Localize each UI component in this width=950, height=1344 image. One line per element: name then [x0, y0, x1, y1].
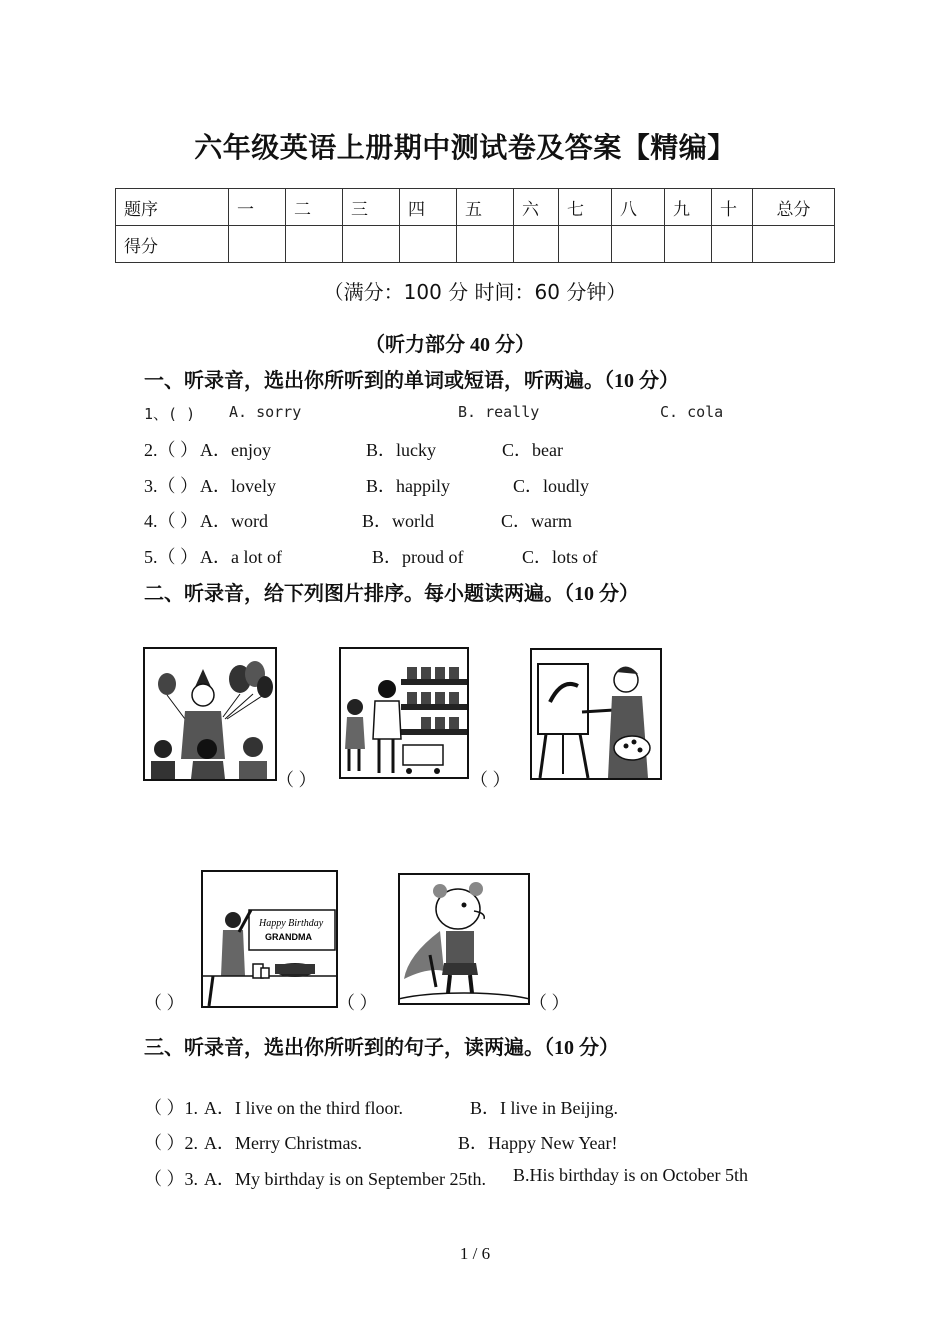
header-cell: 五 [457, 189, 514, 226]
score-cell[interactable] [712, 226, 753, 263]
answer-bracket-1[interactable]: （ ） [276, 770, 317, 790]
banner-line-2: GRANDMA [265, 932, 312, 942]
header-cell: 题序 [116, 189, 229, 226]
picture-painting [530, 648, 662, 780]
q5-option-c: C．lots of [522, 547, 598, 567]
q4-option-b: B．world [362, 511, 434, 531]
picture-cartoon-hero [398, 873, 530, 1005]
answer-bracket-5[interactable]: （ ） [529, 993, 570, 1013]
score-cell[interactable] [286, 226, 343, 263]
header-cell: 九 [665, 189, 712, 226]
section3-heading: 三、听录音，选出你所听到的句子，读两遍。（10 分） [144, 1037, 619, 1059]
q2-option-b: B．lucky [366, 440, 436, 460]
answer-bracket-2[interactable]: （ ） [470, 770, 511, 790]
q3-option-b: B．happily [366, 476, 450, 496]
s3-q1-number: （ ）1. [144, 1098, 198, 1118]
score-cell[interactable] [343, 226, 400, 263]
score-cell[interactable] [665, 226, 712, 263]
s3-q3-option-b: B.His birthday is on October 5th [513, 1165, 748, 1185]
cartoon-hero-illustration [400, 875, 528, 1003]
score-cell[interactable] [753, 226, 835, 263]
q3-option-a: A．lovely [200, 476, 276, 496]
score-cell[interactable] [514, 226, 559, 263]
q1-option-a: A. sorry [229, 403, 302, 421]
score-cell[interactable] [400, 226, 457, 263]
header-cell: 六 [514, 189, 559, 226]
q5-option-b: B．proud of [372, 547, 464, 567]
answer-bracket-4[interactable]: （ ） [337, 993, 378, 1013]
q1-option-c: C. cola [660, 403, 724, 421]
score-cell[interactable] [559, 226, 612, 263]
q5-option-a: A．a lot of [200, 547, 282, 567]
header-cell: 八 [612, 189, 665, 226]
q5-number: 5.（ ） [144, 547, 198, 567]
picture-party-balloons [143, 647, 277, 781]
s3-q1-option-a: A．I live on the third floor. [204, 1098, 403, 1118]
s3-q1-option-b: B．I live in Beijing. [470, 1098, 618, 1118]
header-cell: 十 [712, 189, 753, 226]
q4-option-a: A．word [200, 511, 268, 531]
header-cell: 总分 [753, 189, 835, 226]
score-cell[interactable] [457, 226, 514, 263]
s3-q2-number: （ ）2. [144, 1133, 198, 1153]
section2-heading: 二、听录音，给下列图片排序。每小题读两遍。（10 分） [144, 583, 639, 605]
birthday-illustration [203, 872, 336, 1006]
score-table-header-row [116, 189, 835, 226]
picture-birthday [201, 870, 338, 1008]
row-label-cell: 得分 [116, 226, 229, 263]
header-cell: 七 [559, 189, 612, 226]
page-title: 六年级英语上册期中测试卷及答案【精编】 [194, 131, 736, 164]
s3-q3-number: （ ）3. [144, 1169, 198, 1189]
q2-option-a: A．enjoy [200, 440, 271, 460]
shopping-illustration [341, 649, 467, 777]
header-cell: 四 [400, 189, 457, 226]
answer-bracket-3[interactable]: （ ） [144, 993, 185, 1013]
header-cell: 一 [229, 189, 286, 226]
party-balloons-illustration [145, 649, 275, 779]
q4-option-c: C．warm [501, 511, 572, 531]
painting-illustration [532, 650, 660, 778]
score-table [115, 188, 835, 263]
q2-option-c: C．bear [502, 440, 563, 460]
page-number: 1 / 6 [459, 1244, 491, 1263]
score-cell[interactable] [612, 226, 665, 263]
q3-number: 3.（ ） [144, 476, 198, 496]
exam-meta: （满分：100 分 时间：60 分钟） [323, 280, 627, 304]
q1-number: 1、( ) [144, 405, 196, 423]
score-table-score-row [116, 226, 835, 263]
listening-heading: （听力部分 40 分） [365, 334, 535, 356]
s3-q3-option-a: A．My birthday is on September 25th. [204, 1169, 486, 1189]
header-cell: 三 [343, 189, 400, 226]
q1-option-b: B. really [458, 403, 540, 421]
q3-option-c: C．loudly [513, 476, 590, 496]
q2-number: 2.（ ） [144, 440, 198, 460]
picture-shopping [339, 647, 469, 779]
header-cell: 二 [286, 189, 343, 226]
s3-q2-option-a: A．Merry Christmas. [204, 1133, 362, 1153]
banner-line-1: Happy Birthday [259, 918, 324, 929]
q4-number: 4.（ ） [144, 511, 198, 531]
score-cell[interactable] [229, 226, 286, 263]
section1-heading: 一、听录音，选出你所听到的单词或短语，听两遍。（10 分） [144, 370, 679, 392]
s3-q2-option-b: B．Happy New Year! [458, 1133, 618, 1153]
